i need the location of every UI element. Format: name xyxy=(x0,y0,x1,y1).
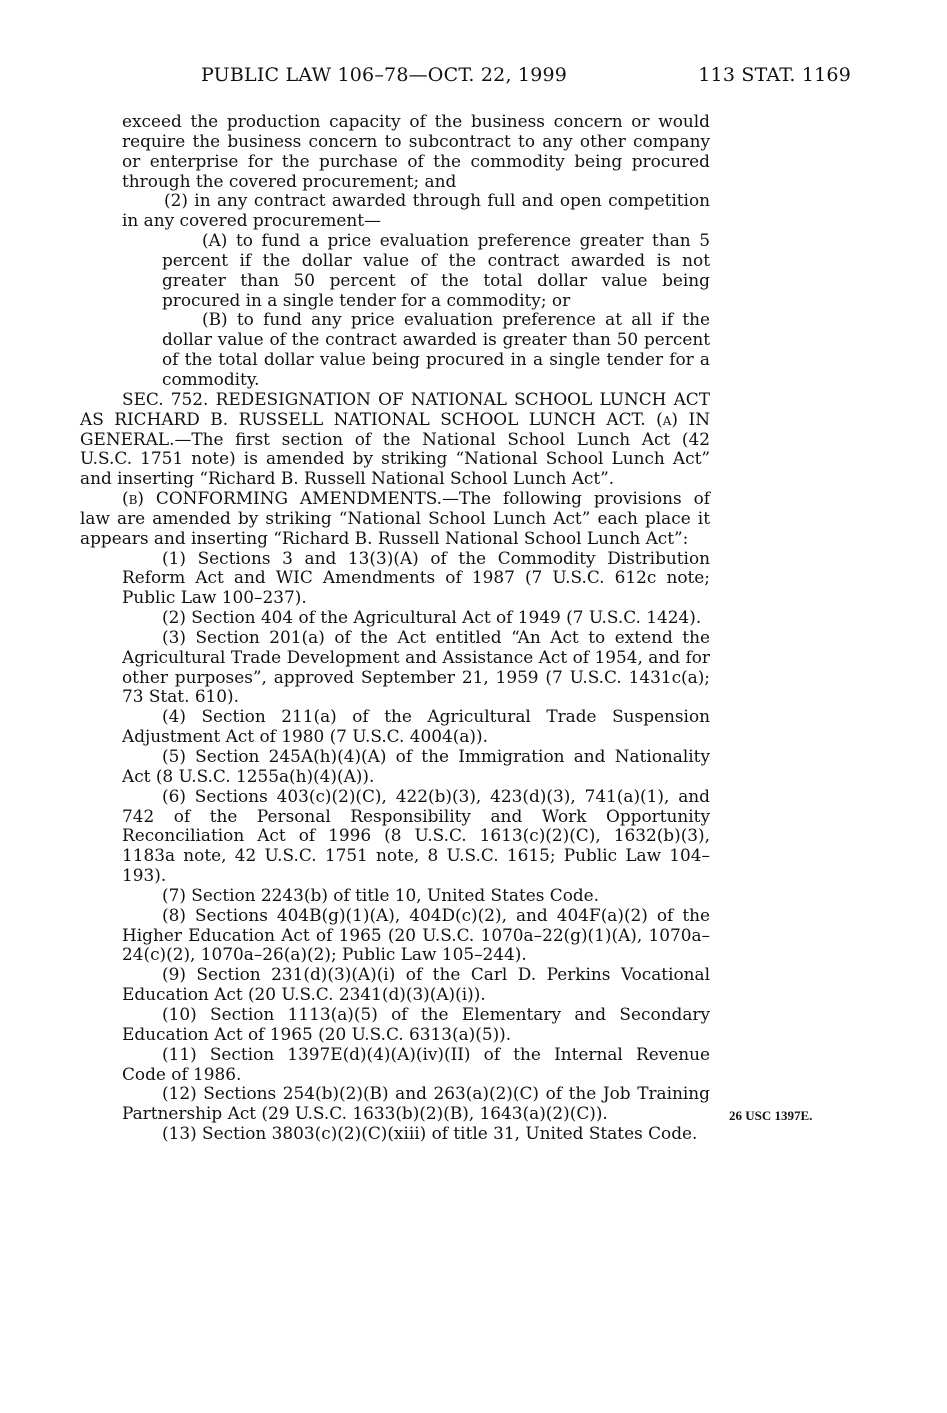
margin-note: 26 USC 1397E. xyxy=(729,1108,813,1123)
section-752 xyxy=(80,390,710,489)
list-item: (9) Section 231(d)(3)(A)(i) of the Carl D. Perkins Vocational Education Act (20 U.S.C. 2341(d)(3)(A)(i)). xyxy=(122,964,710,1005)
subparagraph-b: (B) to fund any price evaluation preference at all if the dollar value of the contract awarded is greater than 50 percent of the total dollar value being procured in a single tender for a commodity. xyxy=(162,309,710,389)
list-item: (4) Section 211(a) of the Agricultural Trade Suspension Adjustment Act of 1980 (7 U.S.C. 4004(a)). xyxy=(122,706,710,747)
list-item: (13) Section 3803(c)(2)(C)(xiii) of title 31, United States Code. xyxy=(162,1123,698,1144)
paragraph-continued: exceed the production capacity of the business concern or would require the business concern to subcontract to any other company or enterprise for the purchase of the commodity being procured through the covered procurement; and xyxy=(122,111,710,191)
header-law-citation: PUBLIC LAW 106–78—OCT. 22, 1999 xyxy=(201,64,568,86)
list-item: (7) Section 2243(b) of title 10, United States Code. xyxy=(162,884,600,905)
header-stat-page: 113 STAT. 1169 xyxy=(698,64,851,86)
paragraph-2: (2) in any contract awarded through full and open competition in any covered procurement— xyxy=(122,190,710,231)
list-item: (12) Sections 254(b)(2)(B) and 263(a)(2)(C) of the Job Training Partnership Act (29 U.S.C. 1633(b)(2)(B), 1643(a)(2)(C)). xyxy=(122,1083,710,1124)
subsection-a-heading: (a) IN GENERAL. xyxy=(80,408,710,449)
document-body xyxy=(80,112,710,1144)
subsection-b-heading: (b) CONFORMING AMENDMENTS. xyxy=(122,488,443,509)
list-item: (2) Section 404 of the Agricultural Act of 1949 (7 U.S.C. 1424). xyxy=(162,607,702,628)
section-number: SEC. 752. xyxy=(122,388,209,409)
subparagraph-a: (A) to fund a price evaluation preference greater than 5 percent if the dollar value of the contract awarded is not greater than 50 percent of the total dollar value being procured in a single tender for a commodity; or xyxy=(162,230,710,310)
section-title: REDESIGNATION OF NATIONAL SCHOOL LUNCH ACT AS RICHARD B. RUSSELL NATIONAL SCHOOL LUNCH ACT. xyxy=(80,388,710,429)
subsection-b-text: —The following provisions of law are amended by striking “National School Lunch Act” each place it appears and inserting “Richard B. Russell National School Lunch Act”: xyxy=(80,488,710,548)
list-item: (5) Section 245A(h)(4)(A) of the Immigration and Nationality Act (8 U.S.C. 1255a(h)(4)(A)). xyxy=(122,746,710,786)
list-item: (6) Sections 403(c)(2)(C), 422(b)(3), 423(d)(3), 741(a)(1), and 742 of the Personal Responsibility and Work Opportunity Reconciliation Act of 1996 (8 U.S.C. 1613(c)(2)(C), 1632(b)(3), 1183a note, 42 U.S.C. 1751 note, 8 U.S.C. 1615; Public Law 104–193). xyxy=(122,785,710,886)
list-item: (3) Section 201(a) of the Act entitled “An Act to extend the Agricultural Trade Development and Assistance Act of 1954, and for other purposes”, approved September 21, 1959 (7 U.S.C. 1431c(a); 73 Stat. 610). xyxy=(122,626,710,707)
subsection-b xyxy=(80,489,710,549)
subsection-a-text: —The first section of the National School Lunch Act (42 U.S.C. 1751 note) is amended by striking “National School Lunch Act” and inserting “Richard B. Russell National School Lunch Act”. xyxy=(80,428,710,489)
list-item: (8) Sections 404B(g)(1)(A), 404D(c)(2), and 404F(a)(2) of the Higher Education Act of 1965 (20 U.S.C. 1070a–22(g)(1)(A), 1070a–24(c)(2), 1070a–26(a)(2); Public Law 105–244). xyxy=(122,904,710,965)
list-item: (1) Sections 3 and 13(3)(A) of the Commodity Distribution Reform Act and WIC Amendments of 1987 (7 U.S.C. 612c note; Public Law 100–237). xyxy=(122,547,710,608)
list-item: (11) Section 1397E(d)(4)(A)(iv)(II) of the Internal Revenue Code of 1986. xyxy=(122,1043,710,1084)
list-item: (10) Section 1113(a)(5) of the Elementary and Secondary Education Act of 1965 (20 U.S.C. 6313(a)(5)). xyxy=(122,1003,710,1044)
